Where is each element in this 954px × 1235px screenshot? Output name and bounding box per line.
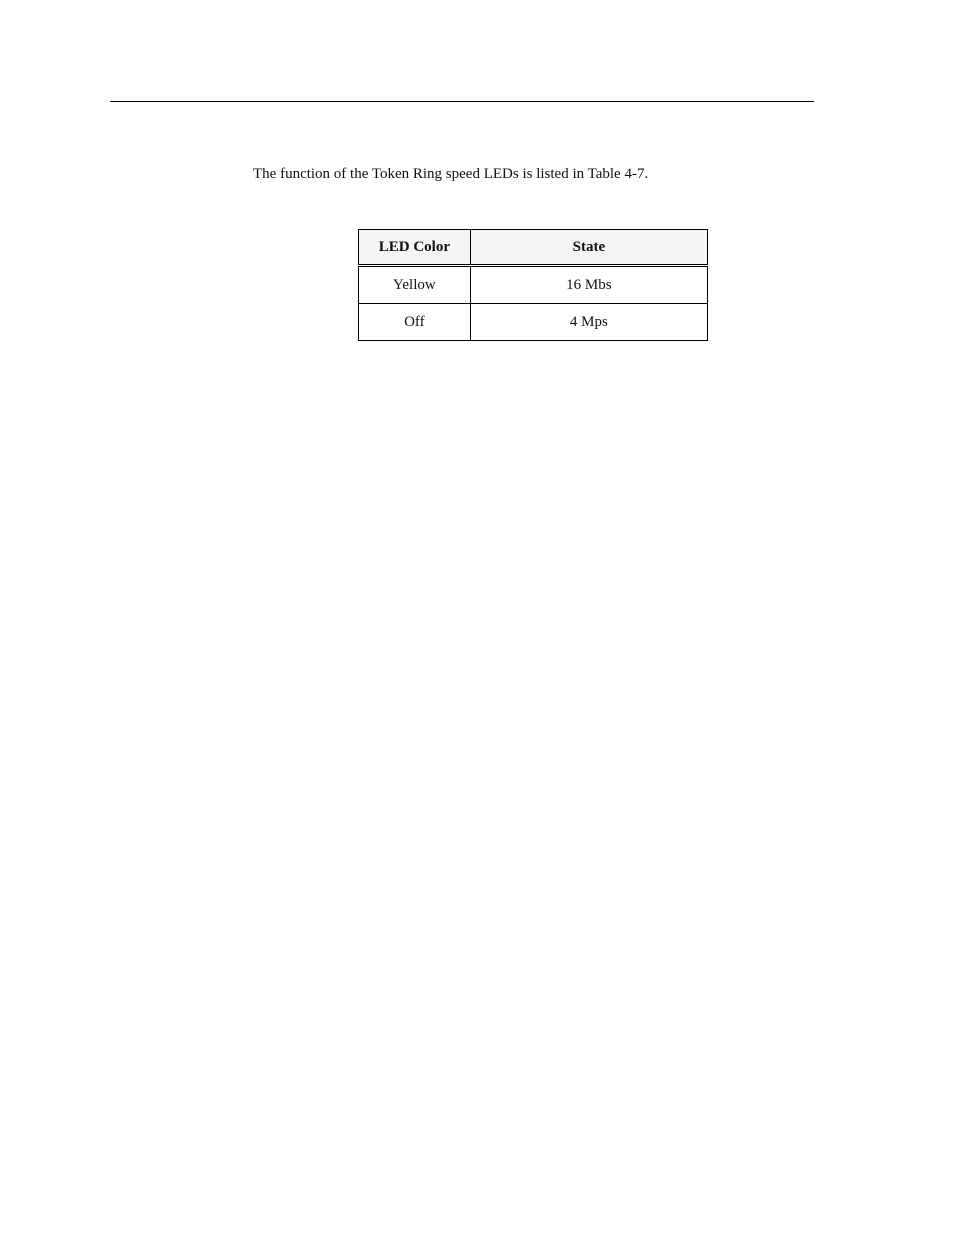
header-rule	[110, 101, 814, 102]
header-state: State	[470, 230, 707, 266]
cell-led-color: Yellow	[359, 266, 471, 304]
cell-state: 16 Mbs	[470, 266, 707, 304]
intro-paragraph: The function of the Token Ring speed LEDs is listed in Table 4-7.	[253, 166, 649, 182]
table-row	[359, 304, 708, 341]
header-led-color: LED Color	[359, 230, 471, 266]
cell-led-color: Off	[359, 304, 471, 341]
table-row	[359, 266, 708, 304]
led-speed-table	[358, 229, 708, 341]
table-header-row	[359, 230, 708, 266]
cell-state: 4 Mps	[470, 304, 707, 341]
